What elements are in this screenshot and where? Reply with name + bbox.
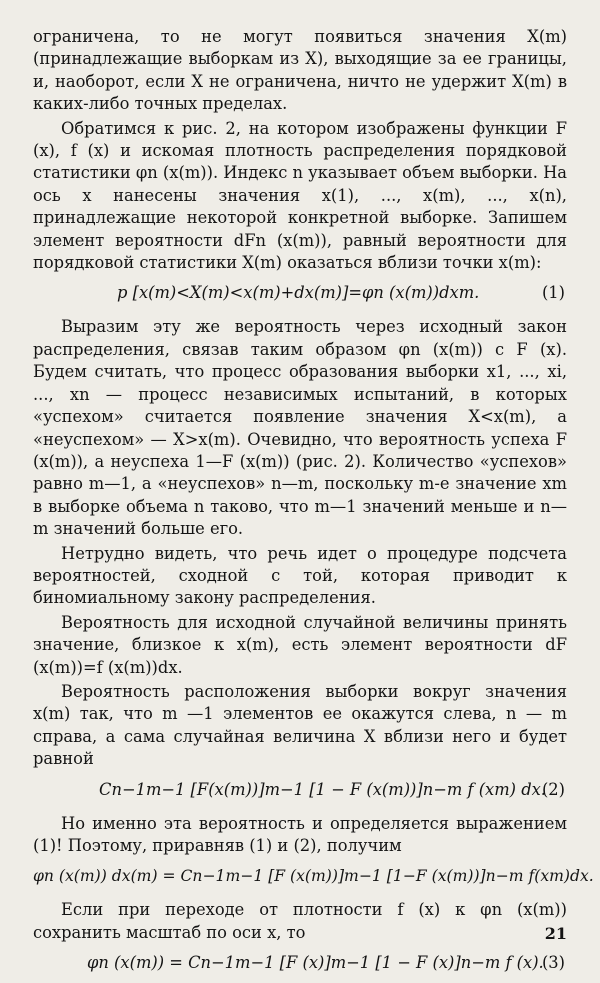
equation-2-number: (2)	[541, 779, 565, 799]
paragraph-6: Вероятность расположения выборки вокруг значения x(m) так, что m —1 элементов ее окажутся слева, n — m справа, а сама случайная величина X вблизи него и будет равной	[33, 681, 567, 769]
equation-unnumbered-expression: φn (x(m)) dx(m) = Cn−1m−1 [F (x(m))]m−1 [1−F (x(m))]n−m f(xm)dx.	[33, 867, 594, 886]
paragraph-4: Нетрудно видеть, что речь идет о процедуре подсчета вероятностей, сходной с той, которая приводит к биномиальному закону распределения.	[33, 543, 567, 608]
equation-1	[33, 282, 567, 304]
paragraph-1: ограничена, то не могут появиться значения X(m) (принадлежащие выборкам из X), выходящие за ее границы, и, наоборот, если X не ограничена, ничто не удержит X(m) в каких-либо точных пределах.	[33, 27, 567, 114]
equation-3-number: (3)	[541, 953, 565, 973]
equation-1-number: (1)	[541, 283, 565, 303]
paragraph-2: Обратимся к рис. 2, на котором изображены функции F (x), f (x) и искомая плотность распределения порядковой статистики φn (x(m)). Индекс n указывает объем выборки. На ось x нанесены значения x(1), ..., x(m), ..., x(n), принадлежащие некоторой конкретной выборке. Запишем элемент вероятности dFn (x(m)), равный вероятности для порядковой статистики X(m) оказаться вблизи точки x(m):	[33, 118, 568, 273]
paragraph-7: Но именно эта вероятность и определяется выражением (1)! Поэтому, приравняв (1) и (2), получим	[33, 813, 567, 855]
paragraph-5: Вероятность для исходной случайной величины принять значение, близкое к x(m), есть элемент вероятности dF (x(m))=f (x(m))dx.	[33, 612, 567, 677]
equation-3	[33, 952, 567, 974]
equation-2-expression: Cn−1m−1 [F(x(m))]m−1 [1 − F (x(m))]n−m f (xm) dx.	[99, 779, 546, 799]
paragraph-3: Выразим эту же вероятность через исходный закон распределения, связав таким образом φn (x(m)) с F (x). Будем считать, что процесс образования выборки x1, ..., xi, ..., xn — процесс независимых испытаний, в которых «успехом» считается появление значения X<x(m), а «неуспехом» — X>x(m). Очевидно, что вероятность успеха F (x(m)), а неуспеха 1—F (x(m)) (рис. 2). Количество «успехов» равно m—1, а «неуспехов» n—m, поскольку m-е значение xm в выборке объема n таково, что m—1 значений меньше и n—m значений больше его.	[33, 317, 567, 539]
page-number: 21	[544, 924, 567, 943]
equation-3-expression: φn (x(m)) = Cn−1m−1 [F (x)]m−1 [1 − F (x)]n−m f (x).	[87, 953, 544, 973]
paragraph-8: Если при переходе от плотности f (x) к φn (x(m)) сохранить масштаб по оси x, то	[33, 900, 567, 942]
equation-1-expression: p [x(m)<X(m)<x(m)+dx(m)]=φn (x(m))dxm.	[117, 283, 480, 303]
equation-2	[33, 779, 567, 801]
equation-unnumbered	[33, 865, 594, 887]
